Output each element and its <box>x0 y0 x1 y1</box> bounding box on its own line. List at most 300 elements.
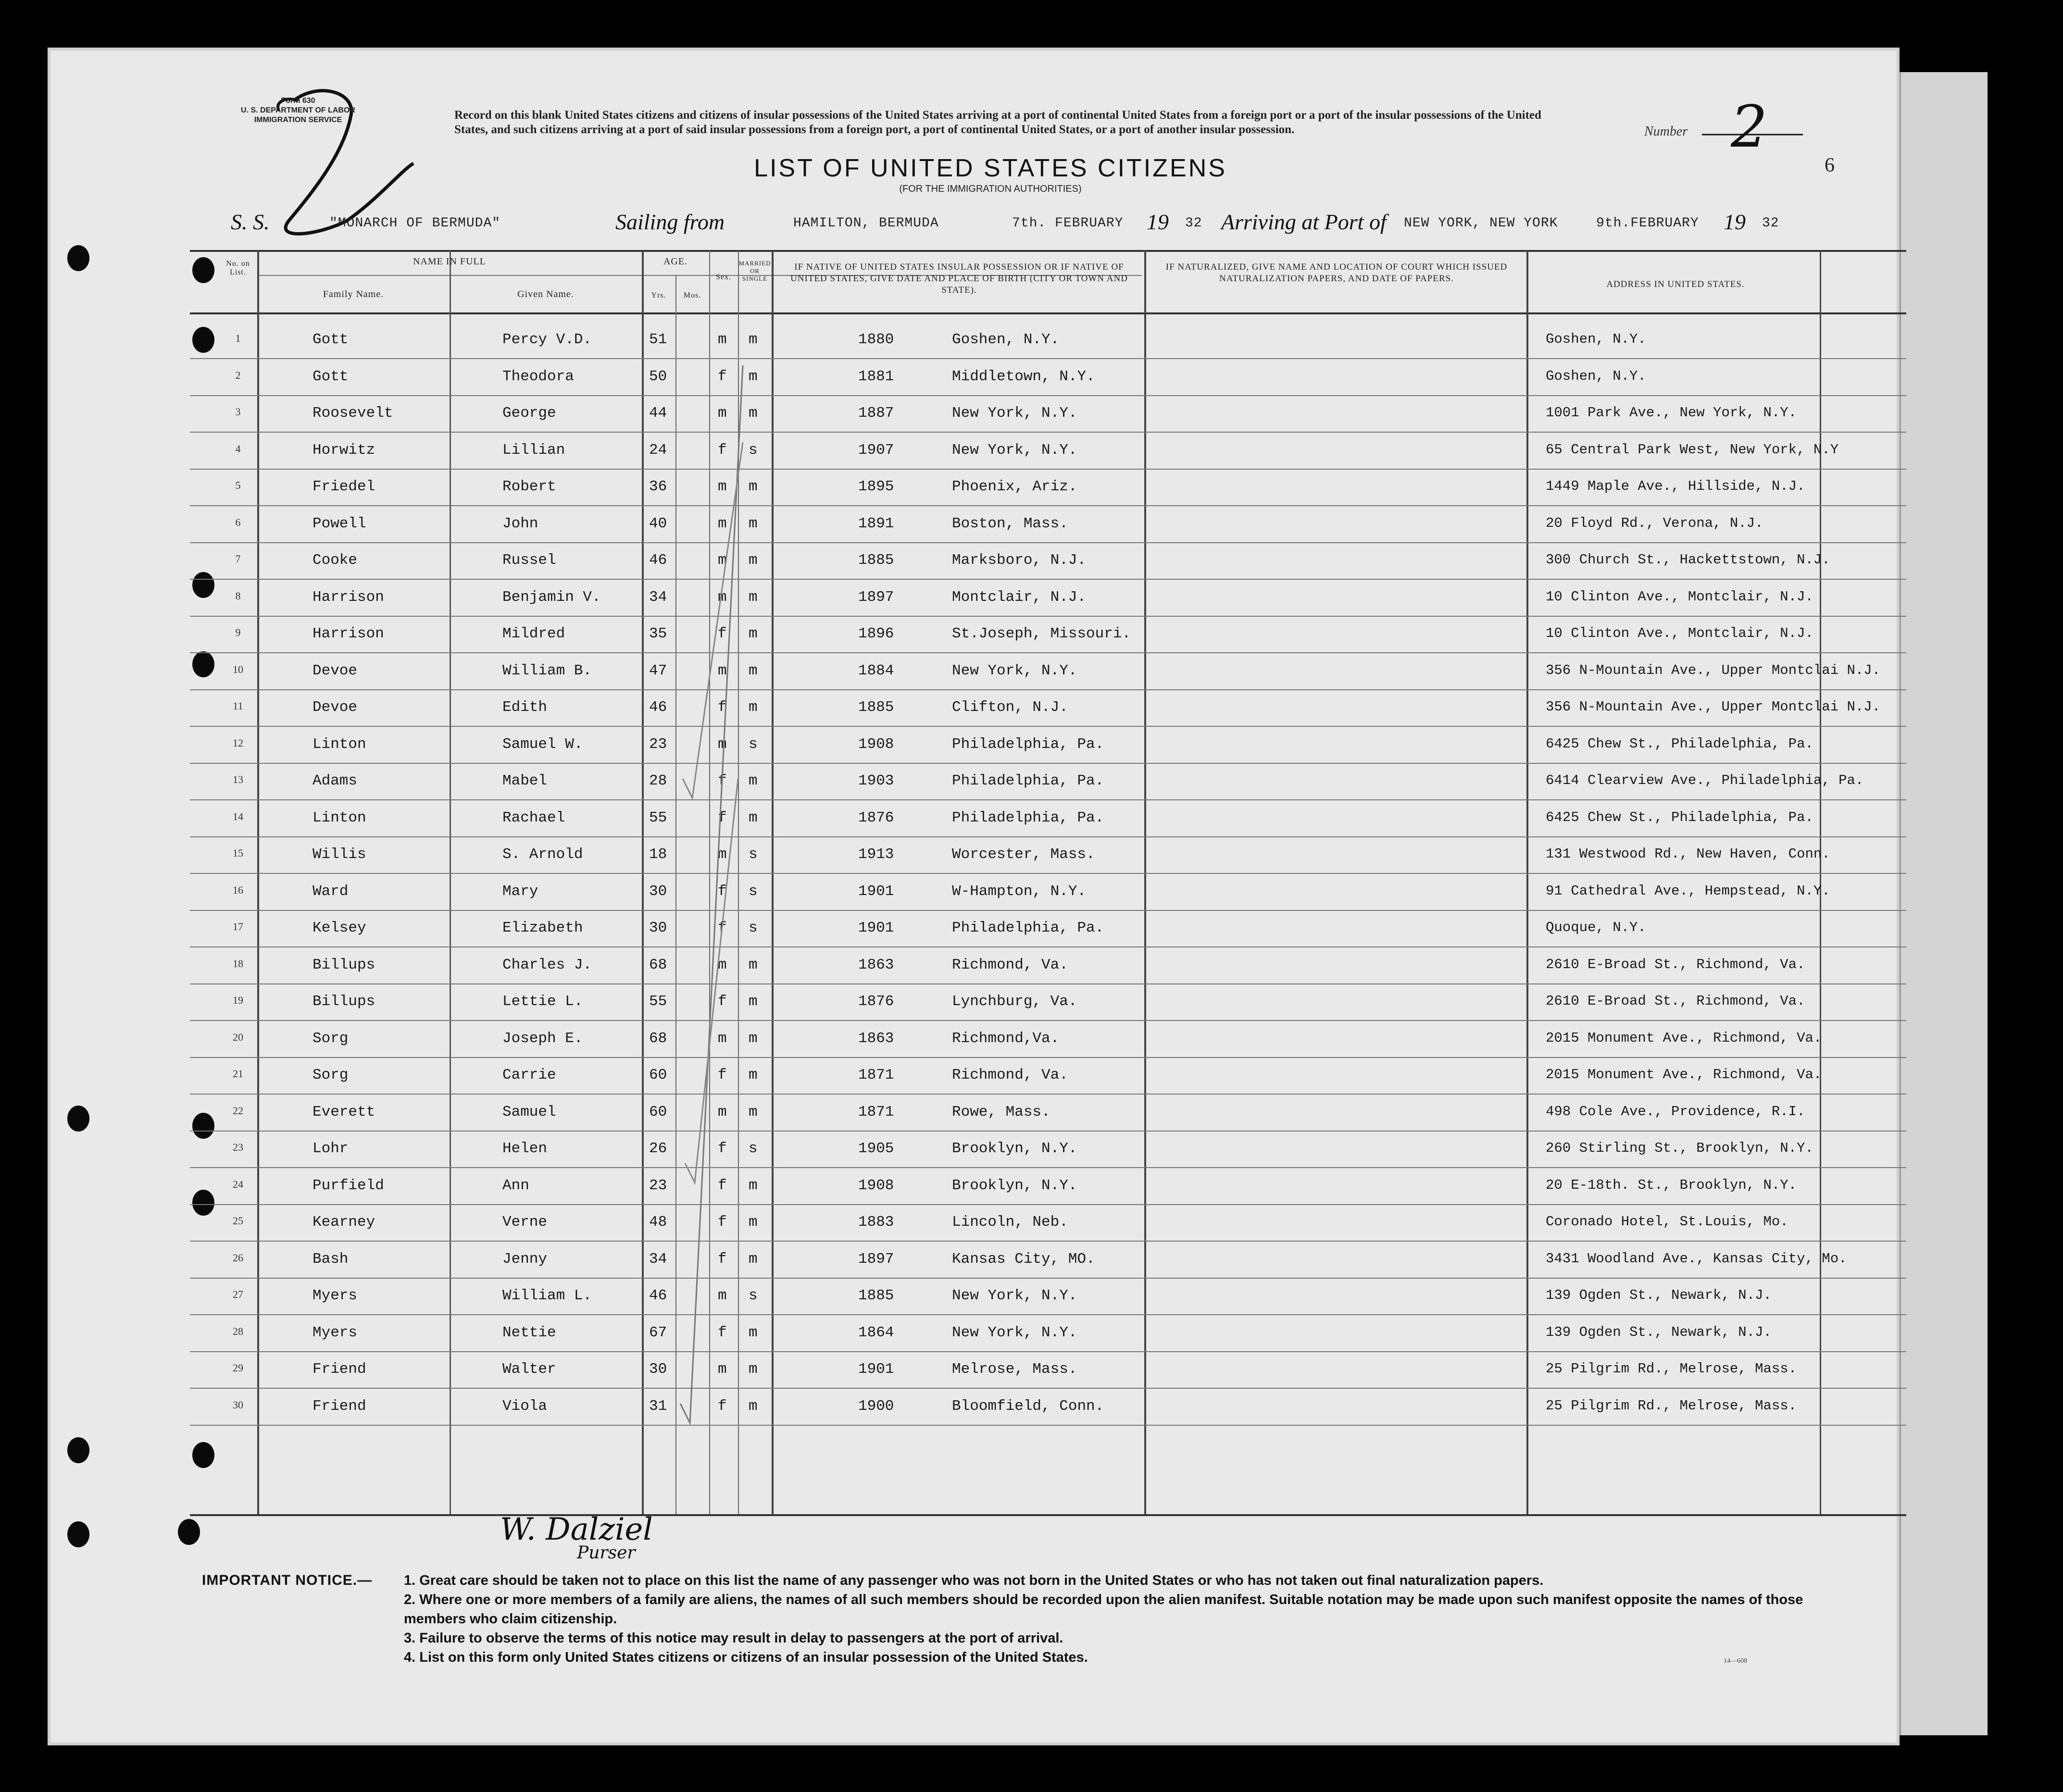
row-number: 25 <box>233 1215 243 1227</box>
binder-hole <box>178 1519 200 1545</box>
sex: m <box>718 1030 727 1047</box>
sex: f <box>718 1214 727 1231</box>
birth-year: 1876 <box>858 993 894 1010</box>
table-row <box>190 619 1906 653</box>
birth-year: 1908 <box>858 735 894 753</box>
row-rule <box>190 1425 1906 1426</box>
row-number: 2 <box>235 369 241 381</box>
table-row <box>190 1207 1906 1242</box>
row-rule <box>190 358 1906 359</box>
sex: m <box>718 1103 727 1120</box>
table-row <box>190 1133 1906 1168</box>
header-naturalized: IF NATURALIZED, GIVE NAME AND LOCATION OF COURT WHICH ISSUED NATURALIZATION PAPERS, AND DATE OF PAPERS. <box>1165 262 1508 284</box>
row-number: 7 <box>235 553 241 565</box>
sex: m <box>718 552 727 569</box>
row-number: 1 <box>235 332 241 344</box>
address: 20 Floyd Rd., Verona, N.J. <box>1546 515 1763 531</box>
address: 139 Ogden St., Newark, N.J. <box>1546 1287 1772 1303</box>
birth-year: 1881 <box>858 368 894 385</box>
birth-place: St.Joseph, Missouri. <box>952 625 1131 642</box>
address: 356 N-Mountain Ave., Upper Montclai N.J. <box>1546 699 1881 715</box>
birth-year: 1883 <box>858 1214 894 1231</box>
birth-place: Rowe, Mass. <box>952 1103 1050 1120</box>
age-years: 28 <box>649 772 667 789</box>
sex: f <box>718 920 727 936</box>
family-name: Gott <box>313 331 349 348</box>
birth-year: 1901 <box>858 1361 894 1378</box>
table-row <box>190 1170 1906 1205</box>
row-rule <box>190 505 1906 506</box>
address: 6414 Clearview Ave., Philadelphia, Pa. <box>1546 772 1864 788</box>
header-birth: IF NATIVE OF UNITED STATES INSULAR POSSESSION OR IF NATIVE OF UNITED STATES, GIVE DATE AND PLACE OF BIRTH (CITY OR TOWN AND STATE). <box>790 262 1128 295</box>
given-name: Percy V.D. <box>502 331 592 348</box>
family-name: Friend <box>313 1397 366 1415</box>
sex: f <box>718 1324 727 1341</box>
marital-status: m <box>749 1324 758 1341</box>
underlying-page <box>1899 72 1988 1735</box>
sex: f <box>718 1397 727 1415</box>
row-rule <box>190 469 1906 470</box>
arriving-year: 32 <box>1762 216 1779 231</box>
table-row <box>190 803 1906 837</box>
header-bottom-rule <box>190 312 1906 314</box>
birth-year: 1880 <box>858 331 894 348</box>
tally-marks <box>671 346 757 1452</box>
birth-place: Melrose, Mass. <box>952 1361 1077 1378</box>
binder-hole <box>67 1521 89 1547</box>
sex: f <box>718 1140 727 1157</box>
address: Goshen, N.Y. <box>1546 331 1646 347</box>
marital-status: m <box>749 368 758 385</box>
marital-status: m <box>749 956 758 973</box>
row-rule <box>190 1094 1906 1095</box>
birth-place: Philadelphia, Pa. <box>952 920 1104 936</box>
address: 25 Pilgrim Rd., Melrose, Mass. <box>1546 1361 1797 1377</box>
birth-place: Montclair, N.J. <box>952 588 1087 606</box>
marital-status: s <box>749 1140 758 1157</box>
sex: m <box>718 735 727 753</box>
row-number: 8 <box>235 589 241 602</box>
age-years: 68 <box>649 956 667 973</box>
marital-status: m <box>749 331 758 348</box>
table-row <box>190 1060 1906 1095</box>
birth-year: 1885 <box>858 552 894 569</box>
sex: m <box>718 478 727 495</box>
given-name: Theodora <box>502 368 574 385</box>
table-row <box>190 839 1906 874</box>
birth-year: 1864 <box>858 1324 894 1341</box>
birth-place: Lincoln, Neb. <box>952 1214 1068 1231</box>
row-number: 12 <box>233 736 243 749</box>
family-name: Myers <box>313 1287 358 1304</box>
table-row <box>190 950 1906 984</box>
marital-status: m <box>749 588 758 606</box>
age-years: 48 <box>649 1214 667 1231</box>
row-rule <box>190 432 1906 433</box>
row-number: 22 <box>233 1104 243 1117</box>
row-number: 13 <box>233 773 243 785</box>
sex: f <box>718 368 727 385</box>
birth-year: 1908 <box>858 1177 894 1194</box>
family-name: Billups <box>313 956 375 973</box>
birth-place: Richmond,Va. <box>952 1030 1060 1047</box>
family-name: Ward <box>313 883 349 900</box>
sex: f <box>718 1067 727 1083</box>
given-name: Samuel <box>502 1103 556 1120</box>
sex: m <box>718 1361 727 1378</box>
sex: m <box>718 405 727 422</box>
row-number: 10 <box>233 663 243 675</box>
family-name: Gott <box>313 368 349 385</box>
table-row <box>190 509 1906 543</box>
sex: f <box>718 625 727 642</box>
row-number: 19 <box>233 994 243 1006</box>
address: 2015 Monument Ave., Richmond, Va. <box>1546 1030 1822 1046</box>
row-rule <box>190 1167 1906 1168</box>
marital-status: m <box>749 1030 758 1047</box>
marital-status: m <box>749 1067 758 1083</box>
birth-place: Richmond, Va. <box>952 1067 1068 1083</box>
marital-status: m <box>749 1177 758 1194</box>
given-name: S. Arnold <box>502 846 583 863</box>
birth-year: 1896 <box>858 625 894 642</box>
marital-status: m <box>749 772 758 789</box>
given-name: Mabel <box>502 772 548 789</box>
table-row <box>190 766 1906 800</box>
age-years: 60 <box>649 1067 667 1083</box>
birth-place: Philadelphia, Pa. <box>952 735 1104 753</box>
row-number: 17 <box>233 921 243 933</box>
table-row <box>190 692 1906 727</box>
row-number: 24 <box>233 1178 243 1190</box>
marital-status: m <box>749 1103 758 1120</box>
sex: m <box>718 662 727 679</box>
age-years: 31 <box>649 1397 667 1415</box>
given-name: Helen <box>502 1140 548 1157</box>
given-name: Walter <box>502 1361 556 1378</box>
address: 6425 Chew St., Philadelphia, Pa. <box>1546 735 1813 752</box>
given-name: Jenny <box>502 1250 548 1268</box>
sex: m <box>718 956 727 973</box>
birth-place: New York, N.Y. <box>952 1287 1077 1304</box>
address: 356 N-Mountain Ave., Upper Montclai N.J. <box>1546 662 1881 678</box>
address: 1449 Maple Ave., Hillside, N.J. <box>1546 478 1805 494</box>
family-name: Horwitz <box>313 441 375 459</box>
sex: f <box>718 699 727 716</box>
header-top-rule <box>190 250 1906 252</box>
family-name: Kelsey <box>313 920 366 936</box>
number-value: 2 <box>1731 94 1768 161</box>
row-rule <box>190 836 1906 837</box>
age-years: 40 <box>649 515 667 532</box>
row-number: 18 <box>233 957 243 970</box>
birth-year: 1863 <box>858 1030 894 1047</box>
marital-status: s <box>749 735 758 753</box>
header-address: ADDRESS IN UNITED STATES. <box>1606 279 1745 289</box>
birth-place: Worcester, Mass. <box>952 846 1095 863</box>
family-name: Everett <box>313 1103 375 1120</box>
birth-year: 1876 <box>858 809 894 826</box>
birth-year: 1897 <box>858 588 894 606</box>
row-rule <box>190 799 1906 800</box>
birth-place: Marksboro, N.J. <box>952 552 1087 569</box>
given-name: Mildred <box>502 625 565 642</box>
birth-place: New York, N.Y. <box>952 1324 1077 1341</box>
birth-place: Boston, Mass. <box>952 515 1068 532</box>
header-yrs: Yrs. <box>651 291 666 299</box>
given-name: Samuel W. <box>502 735 583 753</box>
row-rule <box>190 579 1906 580</box>
birth-year: 1900 <box>858 1397 894 1415</box>
birth-year: 1905 <box>858 1140 894 1157</box>
marital-status: s <box>749 1287 758 1304</box>
row-rule <box>190 689 1906 690</box>
age-years: 30 <box>649 883 667 900</box>
row-number: 9 <box>235 626 241 638</box>
marital-status: s <box>749 846 758 863</box>
table-row <box>190 582 1906 617</box>
row-rule <box>190 1020 1906 1021</box>
table-row <box>190 398 1906 433</box>
row-number: 16 <box>233 884 243 896</box>
purser-title: Purser <box>577 1543 636 1563</box>
family-name: Kearney <box>313 1214 375 1231</box>
age-years: 68 <box>649 1030 667 1047</box>
row-rule <box>190 983 1906 984</box>
table-row <box>190 656 1906 690</box>
birth-place: Middletown, N.Y. <box>952 368 1095 385</box>
instructions-text: Record on this blank United States citizens and citizens of insular possessions of the United States arriving at a port of continental United States from a foreign port or a port of the insular possessions of the United States, and such citizens arriving at a port of said insular possessions from a foreign port, a port of continental United States, or a port of another insular possession. <box>454 109 1541 136</box>
row-number: 21 <box>233 1068 243 1080</box>
family-name: Friend <box>313 1361 366 1378</box>
address: 10 Clinton Ave., Montclair, N.J. <box>1546 625 1813 641</box>
sex: f <box>718 772 727 789</box>
given-name: Elizabeth <box>502 920 583 936</box>
row-number: 14 <box>233 810 243 822</box>
birth-year: 1907 <box>858 441 894 459</box>
birth-place: Goshen, N.Y. <box>952 331 1060 348</box>
row-number: 28 <box>233 1325 243 1337</box>
table-row <box>190 1281 1906 1315</box>
arriving-port: NEW YORK, NEW YORK <box>1404 216 1558 231</box>
header-married-or-single: MARRIED OR SINGLE <box>738 260 771 282</box>
address: Quoque, N.Y. <box>1546 920 1646 935</box>
given-name: William L. <box>502 1287 592 1304</box>
family-name: Harrison <box>313 625 384 642</box>
page-subtitle: (FOR THE IMMIGRATION AUTHORITIES) <box>899 184 1082 194</box>
address: 2610 E-Broad St., Richmond, Va. <box>1546 993 1805 1009</box>
row-rule <box>190 652 1906 653</box>
given-name: Joseph E. <box>502 1030 583 1047</box>
birth-place: Brooklyn, N.Y. <box>952 1177 1077 1194</box>
birth-place: Philadelphia, Pa. <box>952 772 1104 789</box>
birth-year: 1885 <box>858 699 894 716</box>
birth-year: 1885 <box>858 1287 894 1304</box>
header-given-name: Given Name. <box>517 289 574 299</box>
row-rule <box>190 1278 1906 1279</box>
table-row <box>190 545 1906 580</box>
age-years: 47 <box>649 662 667 679</box>
notice-item: 1. Great care should be taken not to place on this list the name of any passenger who was not born in the United States or who has not taken out final naturalization papers. <box>404 1573 1544 1588</box>
sheet-number: 6 <box>1825 154 1835 176</box>
form-identifier <box>212 96 385 125</box>
notice-list <box>404 1571 1837 1667</box>
given-name: Carrie <box>502 1067 556 1083</box>
marital-status: m <box>749 625 758 642</box>
family-name: Cooke <box>313 552 358 569</box>
row-number: 23 <box>233 1141 243 1153</box>
family-name: Myers <box>313 1324 358 1341</box>
row-rule <box>190 395 1906 396</box>
row-rule <box>190 1241 1906 1242</box>
marital-status: m <box>749 515 758 532</box>
birth-place: Phoenix, Ariz. <box>952 478 1077 495</box>
address: 6425 Chew St., Philadelphia, Pa. <box>1546 809 1813 825</box>
age-years: 55 <box>649 809 667 826</box>
passenger-table <box>190 250 1906 1514</box>
marital-status: m <box>749 1361 758 1378</box>
address: 3431 Woodland Ave., Kansas City, Mo. <box>1546 1250 1847 1267</box>
form-number: Form 630 <box>281 97 315 105</box>
birth-year: 1871 <box>858 1067 894 1083</box>
ss-label: S. S. <box>231 210 270 234</box>
row-number: 26 <box>233 1251 243 1264</box>
given-name: Ann <box>502 1177 529 1194</box>
address: 10 Clinton Ave., Montclair, N.J. <box>1546 588 1813 605</box>
age-years: 35 <box>649 625 667 642</box>
table-row <box>190 1391 1906 1426</box>
notice-heading: IMPORTANT NOTICE.— <box>202 1572 373 1588</box>
address: 131 Westwood Rd., New Haven, Conn. <box>1546 846 1830 862</box>
family-name: Powell <box>313 515 366 532</box>
sex: f <box>718 1250 727 1268</box>
given-name: Viola <box>502 1397 548 1415</box>
birth-year: 1913 <box>858 846 894 863</box>
address: 2610 E-Broad St., Richmond, Va. <box>1546 956 1805 972</box>
header-sex: Sex. <box>716 273 731 281</box>
table-row <box>190 876 1906 911</box>
marital-status: m <box>749 478 758 495</box>
row-number: 15 <box>233 847 243 859</box>
given-name: Mary <box>502 883 538 900</box>
given-name: William B. <box>502 662 592 679</box>
age-years: 50 <box>649 368 667 385</box>
birth-year: 1871 <box>858 1103 894 1120</box>
service-name: IMMIGRATION SERVICE <box>254 116 342 124</box>
birth-place: New York, N.Y. <box>952 405 1077 422</box>
sailing-date: 7th. FEBRUARY <box>1012 216 1124 231</box>
address: 300 Church St., Hackettstown, N.J. <box>1546 552 1830 568</box>
birth-year: 1863 <box>858 956 894 973</box>
age-years: 23 <box>649 1177 667 1194</box>
family-name: Linton <box>313 809 366 826</box>
row-rule <box>190 542 1906 543</box>
given-name: Robert <box>502 478 556 495</box>
table-row <box>190 435 1906 470</box>
sex: m <box>718 515 727 532</box>
family-name: Friedel <box>313 478 375 495</box>
birth-place: Kansas City, MO. <box>952 1250 1095 1268</box>
header-family-name: Family Name. <box>323 289 384 299</box>
sailing-label: Sailing from <box>615 210 725 234</box>
binder-hole <box>67 245 89 271</box>
given-name: Lillian <box>502 441 565 459</box>
family-name: Purfield <box>313 1177 384 1194</box>
birth-place: W-Hampton, N.Y. <box>952 883 1087 900</box>
family-name: Devoe <box>313 699 358 716</box>
age-years: 23 <box>649 735 667 753</box>
sailing-year-prefix: 19 <box>1147 210 1169 234</box>
address: Coronado Hotel, St.Louis, Mo. <box>1546 1214 1788 1230</box>
age-years: 44 <box>649 405 667 422</box>
department-name: U. S. DEPARTMENT OF LABOR <box>241 106 355 114</box>
age-years: 46 <box>649 552 667 569</box>
birth-year: 1901 <box>858 883 894 900</box>
arriving-date: 9th.FEBRUARY <box>1596 216 1699 231</box>
sailing-year: 32 <box>1185 216 1202 231</box>
row-number: 6 <box>235 516 241 528</box>
table-row <box>190 361 1906 396</box>
row-rule <box>190 1131 1906 1132</box>
given-name: Verne <box>502 1214 548 1231</box>
number-underline <box>1702 130 1808 139</box>
address: 65 Central Park West, New York, N.Y <box>1546 441 1839 458</box>
family-name: Devoe <box>313 662 358 679</box>
header-age: AGE. <box>663 256 688 267</box>
marital-status: m <box>749 1397 758 1415</box>
table-row <box>190 324 1906 359</box>
ship-name: "MONARCH OF BERMUDA" <box>329 216 501 231</box>
row-number: 3 <box>235 406 241 418</box>
birth-place: Richmond, Va. <box>952 956 1068 973</box>
row-rule <box>190 1057 1906 1058</box>
birth-year: 1884 <box>858 662 894 679</box>
age-years: 24 <box>649 441 667 459</box>
row-rule <box>190 910 1906 911</box>
age-years: 51 <box>649 331 667 348</box>
address: 1001 Park Ave., New York, N.Y. <box>1546 405 1797 421</box>
marital-status: m <box>749 405 758 422</box>
age-years: 34 <box>649 1250 667 1268</box>
address: 2015 Monument Ave., Richmond, Va. <box>1546 1067 1822 1083</box>
birth-year: 1895 <box>858 478 894 495</box>
page-title: LIST OF UNITED STATES CITIZENS <box>754 154 1227 182</box>
family-name: Sorg <box>313 1067 349 1083</box>
address: 20 E-18th. St., Brooklyn, N.Y. <box>1546 1177 1797 1193</box>
address: Goshen, N.Y. <box>1546 368 1646 384</box>
marital-status: m <box>749 993 758 1010</box>
given-name: Benjamin V. <box>502 588 601 606</box>
given-name: John <box>502 515 538 532</box>
header-no-on-list: No. on List. <box>226 260 250 276</box>
address: 139 Ogden St., Newark, N.J. <box>1546 1324 1772 1340</box>
sex: f <box>718 809 727 826</box>
given-name: Rachael <box>502 809 565 826</box>
family-name: Sorg <box>313 1030 349 1047</box>
table-row <box>190 1023 1906 1058</box>
age-years: 36 <box>649 478 667 495</box>
birth-place: Bloomfield, Conn. <box>952 1397 1104 1415</box>
row-rule <box>190 1388 1906 1389</box>
marital-status: s <box>749 920 758 936</box>
age-years: 46 <box>649 1287 667 1304</box>
row-rule <box>190 946 1906 947</box>
birth-place: Brooklyn, N.Y. <box>952 1140 1077 1157</box>
row-number: 29 <box>233 1362 243 1374</box>
row-number: 27 <box>233 1288 243 1300</box>
table-bottom-rule <box>190 1514 1906 1516</box>
header-name-in-full: NAME IN FULL <box>413 256 486 267</box>
